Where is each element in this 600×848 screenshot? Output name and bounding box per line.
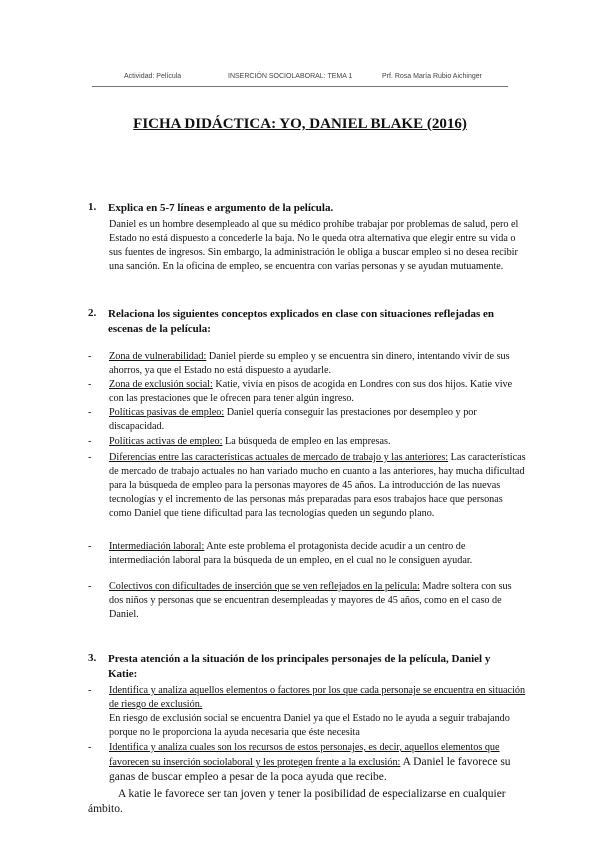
item-text: Daniel quería conseguir las prestaciones por desempleo y por discapacidad. xyxy=(109,407,477,432)
question-2-text: Relaciona los siguientes conceptos explicados en clase con situaciones reflejadas en escenas de la película: xyxy=(108,308,494,335)
list-item: - Intermediación laboral: Ante este problema el protagonista decide acudir a un centro de intermediación laboral para la búsqueda de un empleo, en el cual no le consiguen ayudar. xyxy=(88,541,473,566)
header-course: INSERCIÓN SOCIOLABORAL: TEMA 1 xyxy=(228,73,353,80)
question-1-number: 1. xyxy=(88,201,97,213)
question-1-text: Explica en 5-7 líneas e argumento de la película. xyxy=(108,202,334,214)
question-3 xyxy=(88,652,508,682)
item-term: Identifica y analiza aquellos elementos o factores por los que cada personaje se encuentra en situación de riesgo de exclusión. xyxy=(109,685,526,710)
list-item: - Identifica y analiza aquellos elementos o factores por los que cada personaje se encuentra en situación de riesgo de exclusión. En riesgo de exclusión social se encuentra Daniel ya que el Estado no le ayuda a seguir trabajando porque no le proporciona la ayuda necesaria que éste necesita xyxy=(88,685,526,738)
list-item: - Zona de vulnerabilidad: Daniel pierde su empleo y se encuentra sin dinero, intentando vivir de sus ahorros, ya que el Estado no está dispuesto a ayudarle. xyxy=(88,351,510,376)
item-term: Diferencias entre las características actuales de mercado de trabajo y las anteriores: xyxy=(109,452,449,463)
item-term: Zona de exclusión social: xyxy=(109,379,213,390)
page-title: FICHA DIDÁCTICA: YO, DANIEL BLAKE (2016) xyxy=(133,116,467,132)
item-text: Las características de mercado de trabajo actuales no han variado mucho en cuanto a las anteriores, hay mucha dificultad para la búsqueda de empleo para la personas mayores de 45 años. La introducción de las nuevas tecnologías y el incremento de las personas más preparadas para esos trabajos hace que personas como Daniel que tiene dificultad para las tecnologías queden un segundo plano. xyxy=(109,452,526,519)
item-text: Ante este problema el protagonista decide acudir a un centro de intermediación laboral para la búsqueda de un empleo, en el cual no le consiguen ayudar. xyxy=(109,541,473,566)
item-term: Intermediación laboral: xyxy=(109,541,205,552)
item-term: Colectivos con dificultades de inserción que se ven reflejados en la película: xyxy=(109,581,420,592)
item-term: Zona de vulnerabilidad: xyxy=(109,351,207,362)
list-item: - Identifica y analiza cuales son los recursos de estos personajes, es decir, aquellos elementos que favorecen su inserción sociolaboral y les protegen frente a la exclusión: A Daniel le favorece su ganas de buscar empleo a pesar de la poca ayuda que recibe. xyxy=(88,742,511,783)
list-item: - Diferencias entre las características actuales de mercado de trabajo y las anteriores: Las características de mercado de trabajo actuales no han variado mucho en cuanto a las anteriores, hay mucha dificultad para la búsqueda de empleo para la personas mayores de 45 años. La introducción de las nuevas tecnologías y el incremento de las personas más preparadas para esos trabajos hace que personas como Daniel que tiene dificultad para las tecnologías queden un segundo plano. xyxy=(88,452,526,519)
list-item: - Colectivos con dificultades de inserción que se ven reflejados en la película: Madre soltera con sus dos niños y personas que se encuentran desempleadas y mayores de 45 años, como en el caso de Daniel. xyxy=(88,581,512,620)
header-activity: Actividad: Película xyxy=(124,73,182,80)
item-term: Identifica y analiza cuales son los recursos de estos personajes, es decir, aquellos elementos que favorecen su inserción sociolaboral y les protegen frente a la exclusión: xyxy=(109,742,500,768)
header-teacher: Prf. Rosa María Rubio Aichinger xyxy=(382,73,482,80)
item-text: Madre soltera con sus dos niños y personas que se encuentran desempleadas y mayores de 45 años, como en el caso de Daniel. xyxy=(109,581,512,620)
item-text: En riesgo de exclusión social se encuentra Daniel ya que el Estado no le ayuda a seguir trabajando porque no le proporciona la ayuda necesaria que éste necesita xyxy=(109,713,510,738)
item-term: Políticas pasivas de empleo: xyxy=(109,407,225,418)
item-text: Daniel pierde su empleo y se encuentra sin dinero, intentando vivir de sus ahorros, ya que el Estado no está dispuesto a ayudarle. xyxy=(109,351,510,376)
list-item: - Zona de exclusión social: Katie, vivía en pisos de acogida en Londres con sus dos hijos. Katie vive con las prestaciones que le ofrecen para tener algún ingreso. xyxy=(88,379,513,404)
item-text: Katie, vivía en pisos de acogida en Londres con sus dos hijos. Katie vive con las prestaciones que le ofrecen para tener algún ingreso. xyxy=(109,379,513,404)
answer-1: Daniel es un hombre desempleado al que su médico prohíbe trabajar por problemas de salud, pero el Estado no está dispuesto a concederle la baja. No le queda otra alternativa que elegir entre su vida o sus fuentes de ingresos. Sin embargo, la administración le obliga a buscar empleo si no desea recibir una sanción. En la oficina de empleo, se encuentra con varias personas y se ayudan mutuamente. xyxy=(109,219,519,272)
question-3-text: Presta atención a la situación de los principales personajes de la película, Daniel y Katie: xyxy=(108,653,491,680)
question-3-number: 3. xyxy=(88,652,97,664)
question-1 xyxy=(88,201,508,216)
page-header xyxy=(0,73,600,85)
list-item: - Políticas pasivas de empleo: Daniel quería conseguir las prestaciones por desempleo y por discapacidad. xyxy=(88,407,477,432)
question-2-number: 2. xyxy=(88,307,97,319)
item-text: A Daniel le favorece su ganas de buscar empleo a pesar de la poca ayuda que recibe. xyxy=(109,756,511,783)
list-item: - Políticas activas de empleo: La búsqueda de empleo en las empresas. xyxy=(88,436,391,447)
header-divider xyxy=(92,86,508,87)
item-term: Políticas activas de empleo: xyxy=(109,436,223,447)
question-2 xyxy=(88,307,508,337)
closing-paragraph: A katie le favorece ser tan joven y tener la posibilidad de especializarse en cualquier ámbito. xyxy=(88,788,506,815)
item-text: La búsqueda de empleo en las empresas. xyxy=(222,436,391,447)
